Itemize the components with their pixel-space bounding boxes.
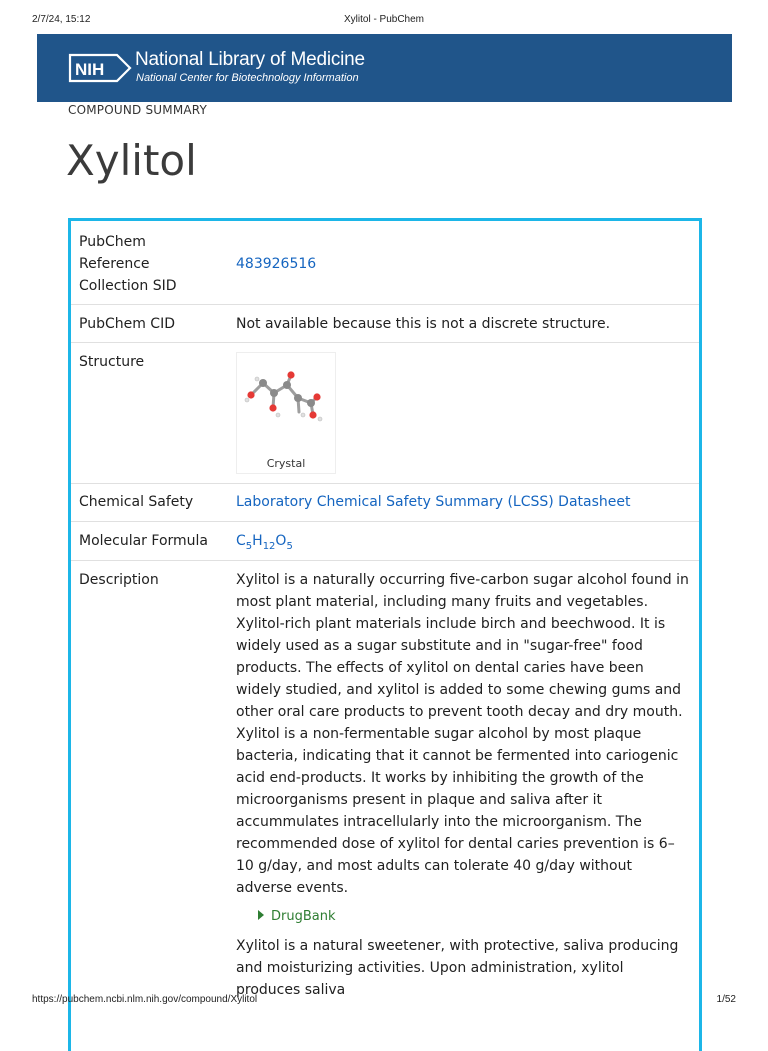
nlm-banner[interactable] (37, 34, 732, 102)
description-content (236, 569, 691, 1001)
print-header (32, 14, 736, 30)
safety-label: Chemical Safety (79, 494, 194, 510)
structure-image[interactable] (236, 352, 336, 474)
summary-box (68, 218, 702, 1051)
lcss-datasheet-link[interactable]: Laboratory Chemical Safety Summary (LCSS) Datasheet (236, 494, 631, 510)
drugbank-source-link[interactable]: DrugBank (258, 907, 691, 927)
formula-label: Molecular Formula (79, 533, 209, 549)
nih-logo-icon (67, 53, 133, 83)
cid-value: Not available because this is not a discrete structure. (236, 316, 611, 332)
description-label: Description (79, 572, 159, 588)
triangle-right-icon (258, 910, 264, 920)
molecular-formula-link[interactable]: $C_5H_{12}O_5$ (236, 533, 293, 552)
structure-label: Structure (79, 354, 145, 370)
nlm-title: National Library of Medicine (135, 49, 365, 70)
summary-table (71, 221, 699, 1021)
structure-caption: Crystal (266, 457, 306, 470)
sid-label: PubChem Reference Collection SID (79, 234, 177, 294)
row-chemical-safety (71, 484, 699, 522)
cid-label: PubChem CID (79, 316, 175, 332)
page-title: Xylitol (66, 136, 197, 185)
nlm-subtitle: National Center for Biotechnology Information (136, 72, 359, 84)
row-sid (71, 221, 699, 305)
row-cid (71, 305, 699, 343)
print-page-number: 1/52 (716, 994, 736, 1005)
description-paragraph: Xylitol is a naturally occurring five-carbon sugar alcohol found in most plant material, including many fruits and vegetables. Xylitol-rich plant materials include birch and beechwood. It is widely used as a sugar substitute and in "sugar-free" food products. The effects of xylitol on dental caries have been widely studied, and xylitol is added to some chewing gums and other oral care products to prevent tooth decay and dry mouth. Xylitol is a non-fermentable sugar alcohol by most plaque bacteria, indicating that it cannot be fermented into cariogenic acid end-products. It works by inhibiting the growth of the microorganisms present in plaque and saliva after it accummulates intracellularly into the microorganism. The recommended dose of xylitol for dental caries prevention is 6–10 g/day, and most adults can tolerate 40 g/day without adverse events. (236, 572, 689, 896)
nih-logo-text: NIH (75, 60, 105, 79)
print-url: https://pubchem.ncbi.nlm.nih.gov/compound/Xylitol (32, 994, 258, 1005)
row-structure (71, 343, 699, 484)
print-page-title: Xylitol - PubChem (343, 14, 425, 25)
sid-link[interactable]: 483926516 (236, 256, 317, 272)
row-description (71, 561, 699, 1021)
compound-summary-label: COMPOUND SUMMARY (68, 103, 208, 117)
print-footer (32, 994, 736, 1010)
molecule-3d-icon (237, 353, 335, 453)
description-paragraph-2: Xylitol is a natural sweetener, with protective, saliva producing and moisturizing activities. Upon administration, xylitol produces saliva (236, 938, 679, 998)
row-molecular-formula (71, 522, 699, 561)
print-datetime: 2/7/24, 15:12 (32, 14, 91, 25)
